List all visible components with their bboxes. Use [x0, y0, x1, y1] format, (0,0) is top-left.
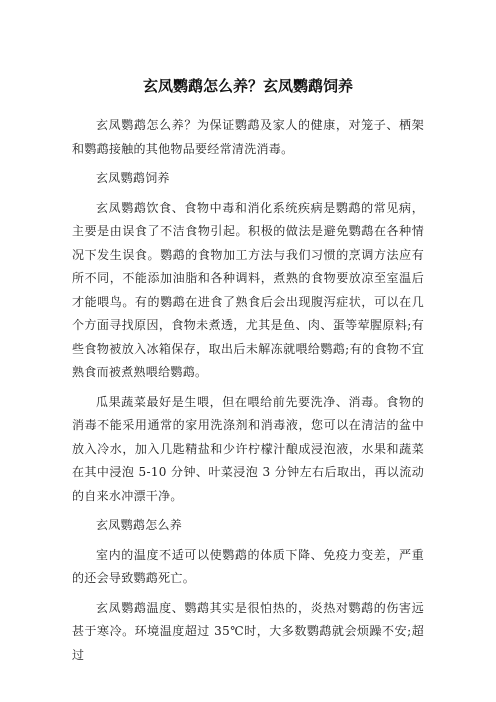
- fruit-vegetable-paragraph: 瓜果蔬菜最好是生喂，但在喂给前先要洗净、消毒。食物的消毒不能采用通常的家用洗涤剂和消毒液，您可以在清洁的盆中放入冷水，加入几匙精盐和少许柠檬汁酿成浸泡液，水果和蔬菜在其中浸泡 5-10 分钟、叶菜浸泡 3 分钟左右后取出，再以流动的自来水冲漂干净。: [72, 394, 424, 503]
- diet-paragraph: 玄凤鹦鹉饮食、食物中毒和消化系统疾病是鹦鹉的常见病，主要是由误食了不洁食物引起。积极的做法是避免鹦鹉在各种情况下发生误食。鹦鹉的食物加工方法与我们习惯的烹调方法应有所不同，不能添加油脂和各种调料，煮熟的食物要放凉至室温后才能喂鸟。有的鹦鹉在进食了熟食后会出现腹泻症状，可以在几个方面寻找原因，食物未煮透，尤其是鱼、肉、蛋等荤腥原料;有些食物被放入冰箱保存，取出后未解冻就喂给鹦鹉;有的食物不宜熟食而被煮熟喂给鹦鹉。: [72, 200, 424, 379]
- intro-paragraph: 玄凤鹦鹉怎么养？为保证鹦鹉及家人的健康，对笼子、栖架和鹦鹉接触的其他物品要经常清洗消毒。: [72, 118, 424, 156]
- section-heading-care: 玄凤鹦鹉怎么养: [96, 518, 183, 532]
- temperature-intro-paragraph: 室内的温度不适可以使鹦鹉的体质下降、免疫力变差，严重的还会导致鹦鹉死亡。: [72, 547, 424, 585]
- document-title: 玄凤鹦鹉怎么养？玄凤鹦鹉饲养: [142, 77, 353, 95]
- document-body: [72, 114, 424, 667]
- section-heading-feeding: 玄凤鹦鹉饲养: [96, 171, 170, 185]
- temperature-detail-paragraph: 玄凤鹦鹉温度、鹦鹉其实是很怕热的，炎热对鹦鹉的伤害远甚于寒冷。环境温度超过 35℃时，大多数鹦鹉就会烦躁不安;超过: [72, 600, 424, 662]
